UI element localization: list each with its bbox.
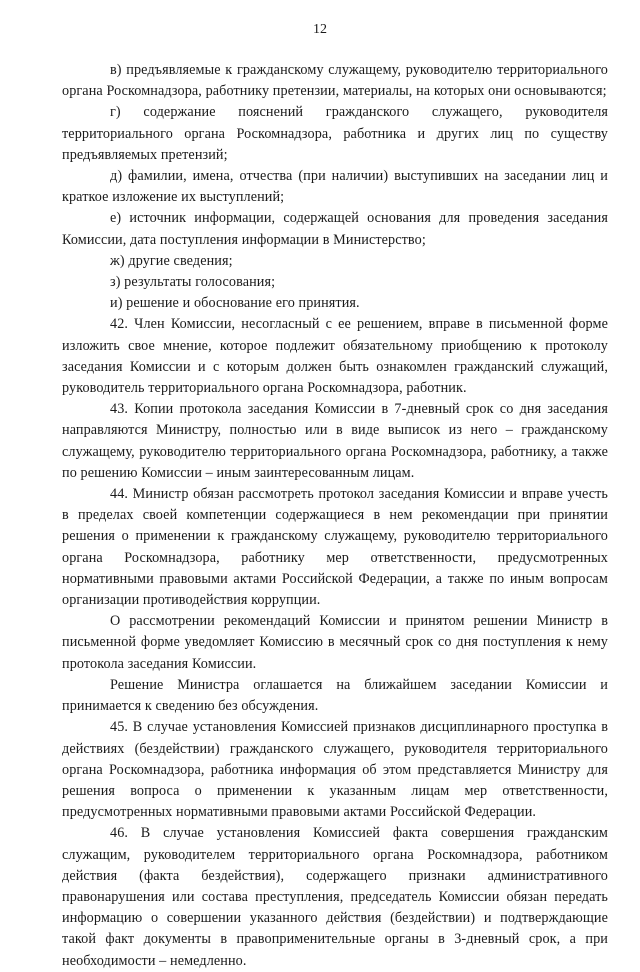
- page-number: 12: [313, 22, 327, 37]
- paragraph-item-zh: ж) другие сведения;: [110, 252, 233, 269]
- paragraph-item-z: з) результаты голосования;: [110, 274, 276, 291]
- paragraph-clause-44-notice: О рассмотрении рекомендаций Комиссии и принятом решении Министр в письменной форме уведомляет Комиссию в месячный срок со дня поступления к нему протокола заседания Комиссии.: [62, 613, 608, 672]
- paragraph-clause-43: 43. Копии протокола заседания Комиссии в 7-дневный срок со дня заседания направляются Министру, полностью или в виде выписок из него – гражданскому служащему, руководителю территориального органа Роскомнадзора, работнику, а также по решению Комиссии – иным заинтересованным лицам.: [62, 401, 608, 481]
- paragraph-clause-45: 45. В случае установления Комиссией признаков дисциплинарного проступка в действиях (бездействии) гражданского служащего, руководителя территориального органа Роскомнадзора, работника информация об этом представляется Министру для решения вопроса о применении к указанным лицам мер ответственности, предусмотренных нормативными правовыми актами Российской Федерации.: [62, 719, 608, 821]
- paragraph-clause-42: 42. Член Комиссии, несогласный с ее решением, вправе в письменной форме изложить свое мнение, которое подлежит обязательному приобщению к протоколу заседания Комиссии и с которым должен быть ознакомлен гражданский служащий, руководитель территориального органа Роскомнадзора, работник.: [62, 316, 608, 397]
- paragraph-clause-44-decision: Решение Министра оглашается на ближайшем заседании Комиссии и принимается к сведению без обсуждения.: [62, 676, 608, 715]
- paragraph-clause-46: 46. В случае установления Комиссией факта совершения гражданским служащим, руководителем территориального органа Роскомнадзора, работником действия (факта бездействия), содержащего признаки административного правонарушения или состава преступления, председатель Комиссии обязан передать информацию о совершении указанного действия (бездействии) и подтверждающие такой факт документы в правоприменительные органы в 3-дневный срок, а при необходимости – немедленно.: [62, 825, 608, 969]
- paragraph-item-e: е) источник информации, содержащей основания для проведения заседания Комиссии, дата поступления информации в Министерство;: [62, 210, 608, 248]
- paragraph-item-g: г) содержание пояснений гражданского служащего, руководителя территориального органа Роскомнадзора, работника и других лиц по существу предъявляемых претензий;: [62, 104, 608, 163]
- paragraph-item-v: в) предъявляемые к гражданскому служащему, руководителю территориального органа Роскомнадзора, работнику претензии, материалы, на которых они основываются;: [62, 62, 608, 100]
- paragraph-clause-44: 44. Министр обязан рассмотреть протокол заседания Комиссии и вправе учесть в пределах своей компетенции содержащиеся в нем рекомендации при принятии решения о применении к гражданскому служащему, руководителю территориального органа Роскомнадзора, работнику мер ответственности, предусмотренных нормативными правовыми актами Российской Федерации, а также по иным вопросам организации противодействия коррупции.: [62, 486, 608, 609]
- paragraph-item-d: д) фамилии, имена, отчества (при наличии) выступивших на заседании лиц и краткое изложение их выступлений;: [62, 168, 608, 206]
- document-body: [62, 60, 608, 972]
- paragraph-item-i: и) решение и обоснование его принятия.: [110, 295, 360, 312]
